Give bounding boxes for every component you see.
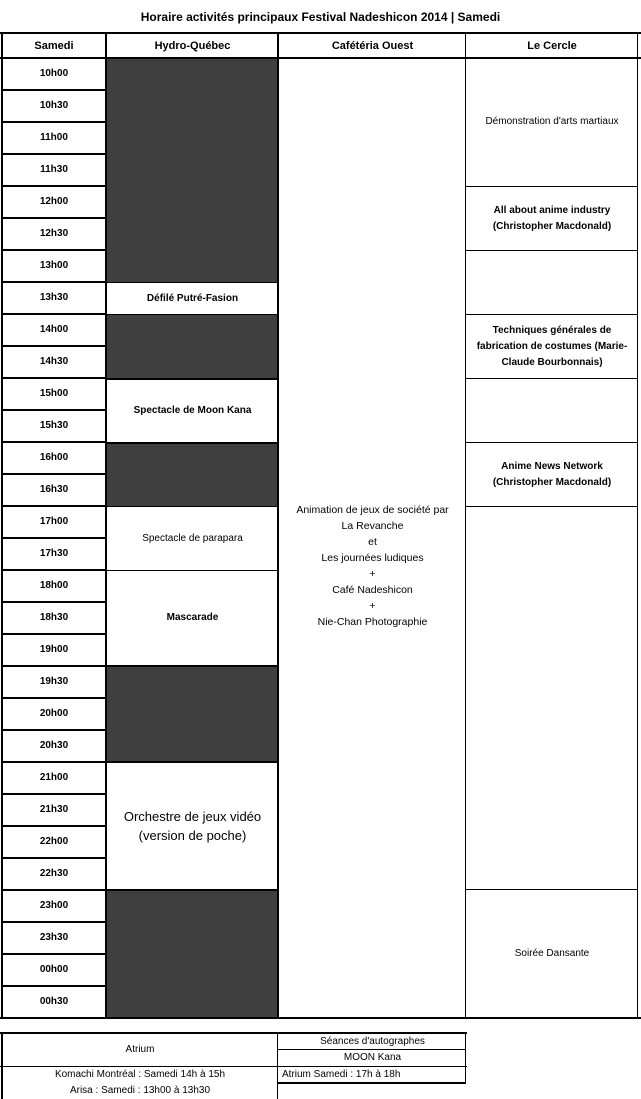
cafeteria-line: Les journées ludiques: [321, 552, 424, 564]
cafeteria-line: Nie-Chan Photographie: [317, 616, 428, 628]
time-slot-label: 10h00: [39, 68, 69, 79]
time-slot-label: 13h30: [39, 292, 69, 303]
grid-line: [0, 1032, 467, 1034]
grid-line: [2, 281, 106, 283]
time-slot-label: 13h00: [39, 260, 69, 271]
grid-line: [2, 665, 106, 667]
grid-line: [466, 889, 638, 890]
header-cafeteria-ouest: Cafétéria Ouest: [331, 40, 414, 52]
grid-line: [0, 32, 641, 34]
grid-line: [106, 889, 278, 891]
time-slot-label: 23h00: [39, 900, 69, 911]
grid-line: [2, 889, 106, 891]
grid-line: [2, 121, 106, 123]
time-slot-label: 22h30: [39, 868, 69, 879]
time-slot-label: 17h00: [39, 516, 69, 527]
time-slot-label: 20h30: [39, 740, 69, 751]
grid-line: [106, 761, 278, 763]
time-slot-label: 15h00: [39, 388, 69, 399]
grid-line: [2, 473, 106, 475]
grid-line: [2, 697, 106, 699]
grid-line: [2, 569, 106, 571]
grid-line: [106, 282, 278, 283]
grid-line: [2, 505, 106, 507]
time-slot-label: 12h30: [39, 228, 69, 239]
grid-line: [2, 633, 106, 635]
grid-line: [106, 314, 278, 315]
grid-line: [637, 32, 638, 1018]
grid-line: [2, 345, 106, 347]
grid-line: [2, 921, 106, 923]
grid-line: [2, 441, 106, 443]
unscheduled-block: [107, 443, 278, 506]
time-slot-label: 20h00: [39, 708, 69, 719]
event-anime-industry: All about anime industry (Christopher Macdonald): [492, 204, 612, 232]
time-slot-label: 15h30: [39, 420, 69, 431]
grid-line: [278, 1049, 466, 1050]
grid-line: [2, 89, 106, 91]
grid-line: [0, 1017, 641, 1019]
footer-komachi: Komachi Montréal : Samedi 14h à 15h: [54, 1069, 226, 1080]
grid-line: [2, 601, 106, 603]
grid-line: [277, 32, 279, 1018]
grid-line: [466, 314, 638, 315]
time-slot-label: 11h30: [40, 164, 68, 175]
time-slot-label: 00h00: [39, 964, 69, 975]
time-slot-label: 16h30: [39, 484, 69, 495]
unscheduled-block: [107, 890, 278, 1018]
grid-line: [465, 32, 466, 1018]
header-hydro-quebec: Hydro-Québec: [154, 40, 231, 52]
grid-line: [277, 1082, 278, 1099]
time-slot-label: 14h00: [39, 324, 69, 335]
grid-line: [106, 665, 278, 667]
cafeteria-line: +: [369, 600, 376, 612]
time-slot-label: 14h30: [39, 356, 69, 367]
time-slot-label: 12h00: [39, 196, 69, 207]
grid-line: [2, 217, 106, 219]
schedule-title: Horaire activités principaux Festival Nadeshicon 2014 | Samedi: [140, 10, 501, 24]
time-slot-label: 19h30: [39, 676, 69, 687]
footer-moon-kana: MOON Kana: [343, 1052, 402, 1063]
event-moon-kana: Spectacle de Moon Kana: [133, 404, 252, 416]
grid-line: [2, 857, 106, 859]
cafeteria-line: Animation de jeux de société par: [296, 504, 449, 516]
grid-line: [106, 442, 278, 444]
time-slot-label: 19h00: [39, 644, 69, 655]
time-slot-label: 22h00: [39, 836, 69, 847]
event-arts-martiaux: Démonstration d'arts martiaux: [485, 115, 619, 127]
grid-line: [466, 506, 638, 507]
event-parapara: Spectacle de parapara: [142, 532, 243, 544]
grid-line: [2, 537, 106, 539]
time-slot-label: 23h30: [39, 932, 69, 943]
grid-line: [106, 506, 278, 507]
grid-line: [2, 153, 106, 155]
time-slot-label: 16h00: [39, 452, 69, 463]
grid-line: [1, 32, 3, 1019]
unscheduled-block: [107, 315, 278, 378]
grid-line: [0, 57, 641, 59]
footer-autographes: Séances d'autographes: [320, 1036, 425, 1047]
grid-line: [466, 378, 638, 379]
cafeteria-line: et: [368, 536, 377, 548]
time-slot-label: 18h00: [39, 580, 69, 591]
grid-line: [2, 377, 106, 379]
grid-line: [106, 570, 278, 571]
grid-line: [2, 825, 106, 827]
event-defile: Défilé Putré-Fasion: [146, 292, 239, 304]
event-mascarade: Mascarade: [166, 612, 219, 623]
unscheduled-block: [107, 666, 278, 761]
time-slot-label: 18h30: [39, 612, 69, 623]
time-slot-label: 21h00: [39, 772, 69, 783]
event-soiree-dansante: Soirée Dansante: [514, 947, 590, 959]
header-day: Samedi: [34, 40, 74, 52]
time-slot-label: 10h30: [39, 100, 69, 111]
grid-line: [466, 250, 638, 251]
time-slot-label: 17h30: [39, 548, 69, 559]
grid-line: [2, 313, 106, 315]
grid-line: [105, 32, 107, 1018]
header-le-cercle: Le Cercle: [527, 40, 577, 52]
grid-line: [106, 378, 278, 380]
grid-line: [2, 985, 106, 987]
cafeteria-line: Café Nadeshicon: [332, 584, 413, 596]
time-slot-label: 11h00: [40, 132, 68, 143]
event-costumes: Techniques générales de fabrication de costumes (Marie-Claude Bourbonnais): [476, 324, 628, 368]
grid-line: [2, 185, 106, 187]
grid-line: [465, 1032, 466, 1084]
event-anime-news-network: Anime News Network (Christopher Macdonald): [492, 460, 612, 488]
grid-line: [2, 953, 106, 955]
unscheduled-block: [107, 58, 278, 282]
event-cafeteria-animation: [279, 502, 466, 630]
footer-arisa: Arisa : Samedi : 13h00 à 13h30: [69, 1085, 211, 1096]
grid-line: [0, 1066, 467, 1067]
footer-atrium: Atrium: [125, 1044, 155, 1055]
grid-line: [2, 761, 106, 763]
grid-line: [278, 1082, 466, 1084]
cafeteria-line: +: [369, 568, 376, 580]
grid-line: [466, 186, 638, 187]
grid-line: [2, 729, 106, 731]
time-slot-label: 21h30: [39, 804, 69, 815]
grid-line: [2, 249, 106, 251]
time-slot-label: 00h30: [39, 996, 69, 1007]
grid-line: [277, 1032, 278, 1084]
event-orchestre: Orchestre de jeux vidéo (version de poche): [123, 808, 262, 843]
cafeteria-line: La Revanche: [341, 520, 404, 532]
grid-line: [2, 409, 106, 411]
grid-line: [2, 793, 106, 795]
grid-line: [466, 442, 638, 443]
footer-atrium-samedi: Atrium Samedi : 17h à 18h: [282, 1069, 401, 1080]
